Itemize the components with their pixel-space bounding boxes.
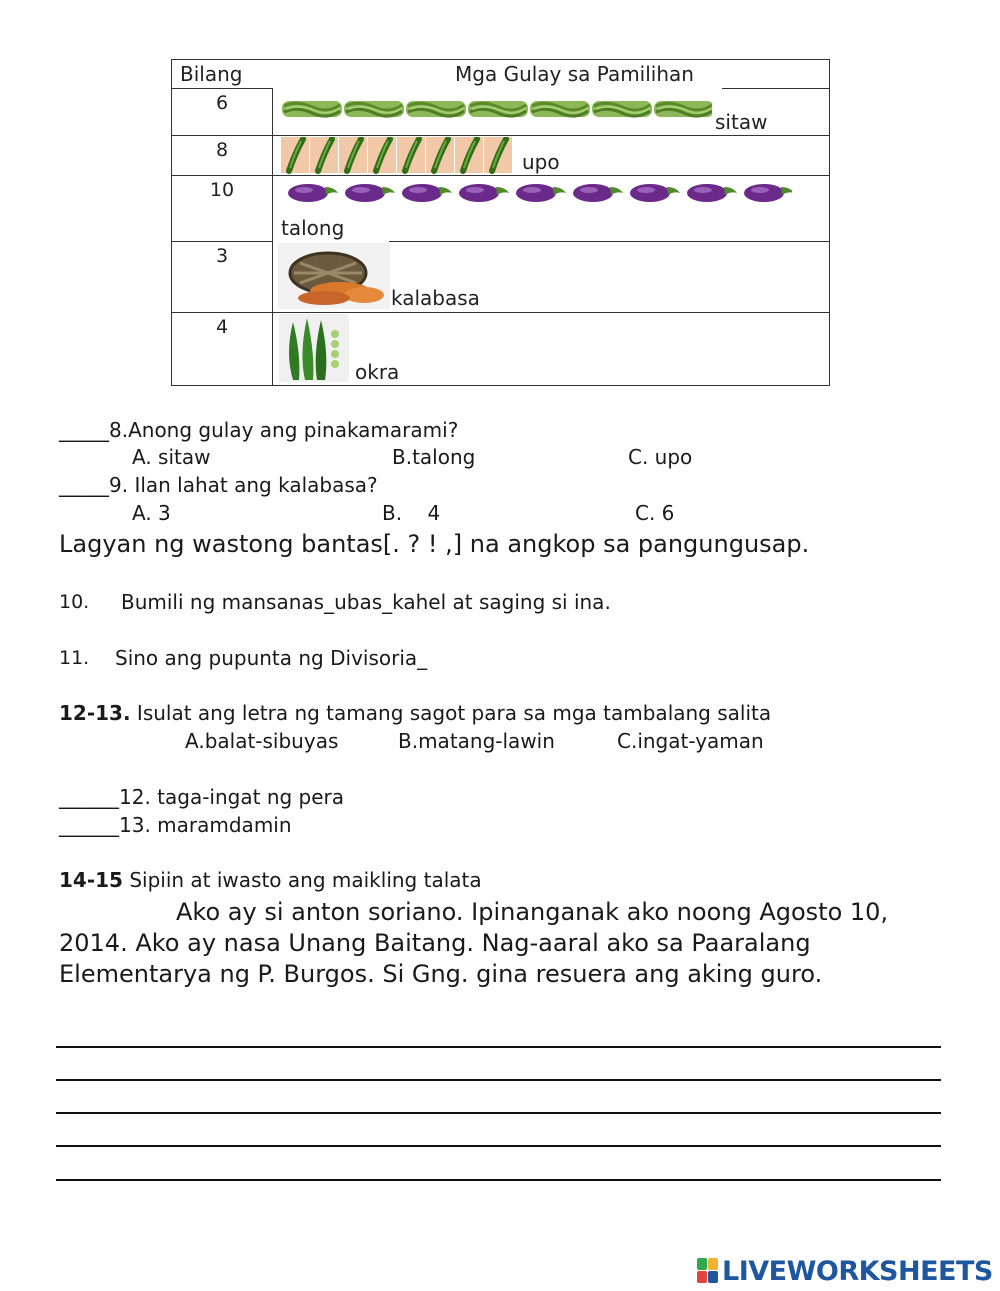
header-title: Mga Gulay sa Pamilihan	[455, 62, 694, 86]
count-sitaw: 6	[215, 92, 229, 114]
label-talong: talong	[281, 216, 345, 240]
writing-line-2[interactable]	[56, 1079, 941, 1081]
q9-option-b: B. 4	[382, 501, 441, 525]
question-9: _____9. Ilan lahat ang kalabasa?	[59, 473, 378, 497]
compound-option-b: B.matang-lawin	[398, 729, 555, 753]
compound-instruction-text: Isulat ang letra ng tamang sagot para sa mga tambalang salita	[130, 701, 772, 725]
q8-option-b: B.talong	[392, 445, 476, 469]
count-kalabasa: 3	[215, 245, 229, 267]
count-upo: 8	[215, 139, 229, 161]
paragraph-line-1: Ako ay si anton soriano. Ipinanganak ako noong Agosto 10,	[176, 898, 889, 926]
writing-line-3[interactable]	[56, 1112, 941, 1114]
compound-option-a: A.balat-sibuyas	[185, 729, 339, 753]
paragraph-label: 14-15	[59, 868, 123, 892]
pictograph-table	[171, 59, 830, 386]
count-talong: 10	[209, 179, 235, 201]
talong-icons	[282, 181, 792, 209]
writing-line-1[interactable]	[56, 1046, 941, 1048]
label-upo: upo	[522, 150, 560, 174]
label-sitaw: sitaw	[715, 110, 768, 134]
q8-option-c: C. upo	[628, 445, 693, 469]
label-okra: okra	[355, 360, 400, 384]
item-10-number: 10.	[59, 591, 90, 613]
brand-name: LIVEWORKSHEETS	[722, 1255, 993, 1287]
question-8: _____8.Anong gulay ang pinakamarami?	[59, 418, 459, 442]
punctuation-instruction: Lagyan ng wastong bantas[. ? ! ,] na angkop sa pangungusap.	[59, 530, 810, 558]
kalabasa-basket-image	[278, 243, 390, 309]
paragraph-line-2: 2014. Ako ay nasa Unang Baitang. Nag-aaral ako sa Paaralang	[59, 929, 811, 957]
writing-line-4[interactable]	[56, 1145, 941, 1147]
compound-instruction	[59, 701, 771, 725]
compound-label: 12-13.	[59, 701, 131, 725]
item-11-text: Sino ang pupunta ng Divisoria_	[115, 646, 428, 670]
label-kalabasa: kalabasa	[391, 286, 480, 310]
writing-line-5[interactable]	[56, 1179, 941, 1181]
header-count: Bilang	[180, 62, 243, 86]
paragraph-instruction	[59, 868, 482, 892]
liveworksheets-icon	[697, 1258, 719, 1284]
paragraph-instruction-text: Sipiin at iwasto ang maikling talata	[122, 868, 482, 892]
item-13: ______13. maramdamin	[59, 813, 292, 837]
liveworksheets-logo	[697, 1256, 993, 1286]
item-12: ______12. taga-ingat ng pera	[59, 785, 345, 809]
q9-option-a: A. 3	[132, 501, 171, 525]
okra-image	[279, 314, 349, 382]
count-okra: 4	[215, 316, 229, 338]
compound-option-c: C.ingat-yaman	[617, 729, 764, 753]
q8-option-a: A. sitaw	[132, 445, 211, 469]
sitaw-icons	[282, 98, 712, 122]
q9-option-c: C. 6	[635, 501, 675, 525]
item-10-text: Bumili ng mansanas_ubas_kahel at saging si ina.	[121, 590, 611, 614]
item-11-number: 11.	[59, 647, 90, 669]
paragraph-line-3: Elementarya ng P. Burgos. Si Gng. gina resuera ang aking guro.	[59, 960, 823, 988]
upo-icons	[281, 137, 521, 174]
